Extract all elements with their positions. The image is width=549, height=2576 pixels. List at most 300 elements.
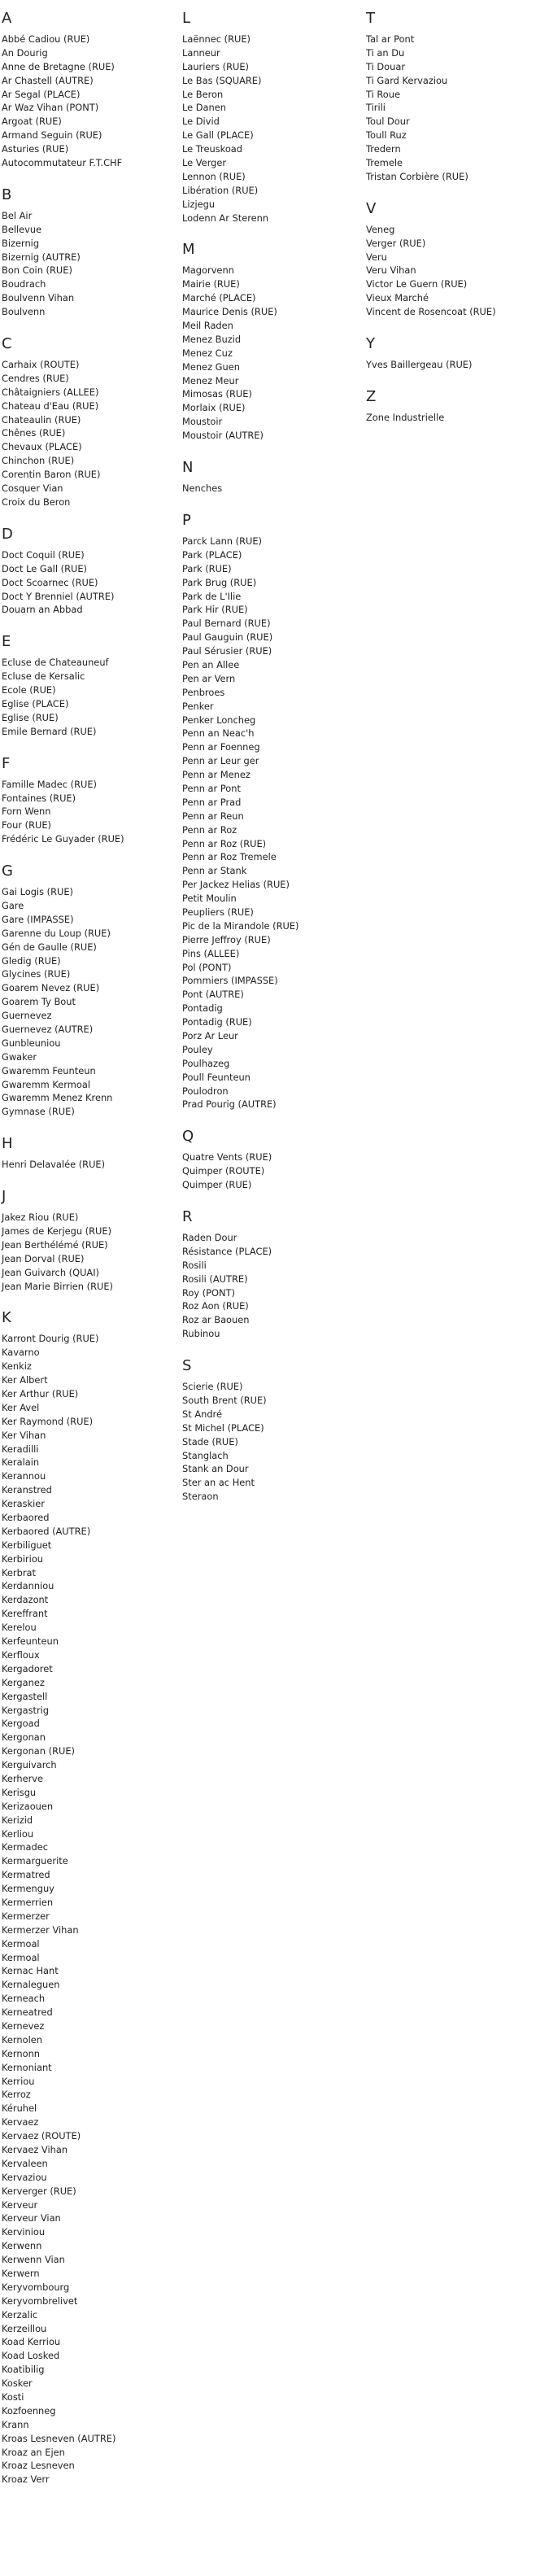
street-name: Penn ar Roz (182, 823, 237, 836)
street-name: Kroas Lesneven (AUTRE) (2, 2432, 116, 2444)
street-name: Kerwenn Vian (2, 2254, 65, 2266)
street-name: Kerbaored (2, 1512, 50, 1524)
street-name: Menez Buzid (182, 333, 242, 345)
street-name: Glycines (RUE) (2, 968, 71, 980)
street-name: Yves Baillergeau (RUE) (366, 359, 473, 371)
street-name: Kermerrien (2, 1896, 54, 1908)
street-name: Boulvenn (2, 306, 46, 318)
street-name: Goarem Nevez (RUE) (2, 982, 100, 994)
street-name: Pic de la Mirandole (RUE) (182, 919, 299, 932)
street-name: Kermerzer (2, 1910, 50, 1922)
street-name: James de Kerjegu (RUE) (2, 1225, 112, 1237)
street-name: Ti Roue (366, 88, 400, 100)
street-list (2, 1211, 176, 1293)
street-name: Menez Guen (182, 360, 240, 373)
street-name: Vincent de Rosencoat (RUE) (366, 306, 496, 318)
street-name: Pierre Jeffroy (RUE) (182, 933, 271, 945)
street-name: Gwaker (2, 1050, 37, 1063)
street-name: Menez Cuz (182, 347, 233, 359)
street-name: Tremele (366, 157, 403, 169)
street-name: Roy (PONT) (182, 1286, 235, 1299)
column-3 (366, 8, 541, 439)
street-name: Résistance (PLACE) (182, 1245, 272, 1257)
street-name: Chinchon (RUE) (2, 455, 75, 467)
street-name: Kermarguerite (2, 1855, 68, 1867)
street-name: Kergoad (2, 1718, 40, 1730)
street-name: Kervaez Vihan (2, 2144, 68, 2155)
letter-section-s (182, 1356, 357, 1504)
street-name: Penn an Neac'h (182, 727, 255, 740)
street-name: Kergonan (2, 1731, 46, 1744)
street-name: Forn Wenn (2, 806, 51, 818)
section-letter-heading: Z (366, 387, 377, 405)
street-name: Porz Ar Leur (182, 1030, 238, 1041)
section-letter-heading: E (2, 633, 11, 651)
street-name: Stanglach (182, 1449, 229, 1461)
street-name: Châtaigniers (ALLEE) (2, 386, 99, 398)
street-name: Park Brug (RUE) (182, 576, 257, 588)
letter-section-r (182, 1207, 357, 1341)
street-name: Penn ar Stank (182, 865, 247, 877)
street-name: Jean Guivarch (QUAI) (2, 1266, 99, 1278)
section-letter-heading: P (182, 511, 191, 529)
street-name: Kroaz an Ejen (2, 2446, 65, 2458)
street-name: Lizjegu (182, 198, 216, 210)
letter-section-h (2, 1133, 176, 1172)
street-name: Jean Dorval (RUE) (2, 1252, 85, 1264)
street-name: Koatibilig (2, 2364, 45, 2376)
street-name: Kerveur (2, 2198, 38, 2211)
street-name: Fontaines (RUE) (2, 792, 76, 804)
street-list (182, 1150, 357, 1192)
street-name: Asturies (RUE) (2, 143, 69, 155)
street-name: Gai Logis (RUE) (2, 886, 73, 898)
letter-section-d (2, 524, 176, 617)
street-list (2, 778, 176, 846)
street-list (366, 358, 541, 372)
street-name: Kerisgu (2, 1786, 37, 1798)
street-name: Moustoir (182, 416, 223, 428)
street-list (182, 264, 357, 443)
street-name: Magorvenn (182, 264, 234, 277)
street-name: Libération (RUE) (182, 184, 259, 196)
street-name: Park Hir (RUE) (182, 604, 248, 616)
street-name: Pommiers (IMPASSE) (182, 975, 278, 987)
street-name: Peupliers (RUE) (182, 906, 254, 918)
street-name: Keradilli (2, 1443, 39, 1455)
street-name: Ker Albert (2, 1374, 48, 1386)
street-name: Le Gall (PLACE) (182, 129, 254, 142)
street-name: Kereffrant (2, 1608, 48, 1620)
street-name: Kergastrig (2, 1704, 50, 1716)
street-list (2, 885, 176, 1119)
street-name: Ster an ac Hent (182, 1477, 255, 1489)
street-list (2, 548, 176, 617)
street-name: Keralain (2, 1456, 40, 1469)
street-name: An Dourig (2, 46, 48, 59)
street-name: Bizernig (AUTRE) (2, 251, 81, 263)
street-name: Kerverger (RUE) (2, 2185, 76, 2197)
street-name: Per Jackez Helias (RUE) (182, 879, 290, 891)
street-name: Ti Douar (366, 60, 406, 72)
street-name: Keranstred (2, 1484, 52, 1496)
street-name: Henri Delavalée (RUE) (2, 1159, 106, 1171)
street-name: Kernac Hant (2, 1965, 59, 1977)
street-name: Kerbiriou (2, 1552, 44, 1565)
street-name: Gare (2, 899, 24, 911)
street-list (2, 358, 176, 509)
street-name: Guernevez (AUTRE) (2, 1023, 94, 1035)
street-name: Penn ar Foenneg (182, 741, 260, 753)
street-name: Stank an Dour (182, 1463, 249, 1475)
letter-section-n (182, 457, 357, 496)
street-name: Kerroz (2, 2089, 31, 2101)
street-name: Krann (2, 2418, 29, 2430)
street-name: Cendres (RUE) (2, 372, 69, 384)
street-name: Bel Air (2, 209, 33, 221)
street-name: Kervaez (ROUTE) (2, 2130, 81, 2142)
street-name: Kergastell (2, 1690, 48, 1702)
street-name: Gwaremm Kermoal (2, 1078, 90, 1090)
letter-section-b (2, 185, 176, 319)
letter-section-y (366, 334, 541, 372)
street-name: Carhaix (ROUTE) (2, 359, 80, 371)
street-list (182, 535, 357, 1111)
street-name: Guernevez (2, 1010, 52, 1022)
street-name: Boudrach (2, 278, 46, 290)
street-name: Raden Dour (182, 1232, 237, 1244)
street-name: Gwaremm Menez Krenn (2, 1092, 113, 1104)
street-name: Nenches (182, 482, 223, 495)
street-name: Anne de Bretagne (RUE) (2, 60, 115, 72)
street-name: Chateau d'Eau (RUE) (2, 399, 99, 412)
street-name: Eglise (PLACE) (2, 697, 69, 709)
street-name: Lauriers (RUE) (182, 60, 249, 72)
street-name: Kerelou (2, 1622, 37, 1634)
street-name: Gledig (RUE) (2, 954, 61, 967)
street-name: Gwaremm Feunteun (2, 1064, 96, 1076)
street-name: Pontadig (RUE) (182, 1016, 252, 1028)
street-name: Douarn an Abbad (2, 604, 83, 616)
street-name: Kermoal (2, 1951, 40, 1963)
street-list (182, 482, 357, 496)
street-name: Ker Vihan (2, 1429, 46, 1441)
street-name: Ecole (RUE) (2, 684, 56, 696)
street-name: Park (PLACE) (182, 548, 242, 561)
street-name: Kerdazont (2, 1594, 49, 1606)
street-name: Ar Segal (PLACE) (2, 88, 81, 100)
street-name: Rubinou (182, 1328, 220, 1340)
street-name: Kerliou (2, 1827, 34, 1840)
street-name: Quimper (ROUTE) (182, 1165, 265, 1177)
section-letter-heading: R (182, 1208, 193, 1226)
street-name: Ker Avel (2, 1401, 40, 1413)
street-name: Kerriou (2, 2075, 35, 2087)
street-name: South Brent (RUE) (182, 1395, 267, 1407)
section-letter-heading: S (182, 1357, 192, 1375)
street-name: Jean Berthélémé (RUE) (2, 1238, 108, 1251)
street-name: Kervaziou (2, 2171, 47, 2183)
street-name: Veru Vihan (366, 264, 416, 277)
street-name: Poulodron (182, 1085, 229, 1097)
street-name: Kerveur Vian (2, 2212, 61, 2225)
street-name: Lennon (RUE) (182, 170, 246, 182)
letter-section-e (2, 631, 176, 738)
street-name: Doct Scoarnec (RUE) (2, 576, 98, 588)
street-name: Pen ar Vern (182, 672, 236, 684)
letter-section-q (182, 1126, 357, 1192)
street-name: Famille Madec (RUE) (2, 778, 97, 790)
street-name: Ti Gard Kervaziou (366, 74, 448, 86)
section-letter-heading: G (2, 862, 13, 880)
street-name: Kernaleguen (2, 1979, 60, 1991)
street-list (366, 33, 541, 184)
street-name: Kerfeunteun (2, 1635, 59, 1648)
street-name: Kerwenn (2, 2240, 42, 2252)
street-name: Kosti (2, 2391, 24, 2404)
section-letter-heading: L (182, 10, 191, 27)
street-name: Koad Losked (2, 2350, 60, 2362)
street-name: Kerzalic (2, 2308, 38, 2321)
street-name: Kavarno (2, 1347, 40, 1359)
street-list (2, 1332, 176, 2486)
letter-section-v (366, 199, 541, 319)
street-name: Quimper (RUE) (182, 1179, 252, 1191)
street-name: Kozfoenneg (2, 2404, 56, 2417)
street-name: Pol (PONT) (182, 961, 232, 973)
street-name: Kermatred (2, 1869, 50, 1881)
street-name: Cosquer Vian (2, 482, 63, 495)
street-name: Ti an Du (366, 46, 405, 59)
street-name: Chevaux (PLACE) (2, 441, 82, 453)
street-name: Kerizid (2, 1814, 33, 1826)
street-name: Kermadec (2, 1841, 48, 1853)
street-name: Petit Moulin (182, 893, 237, 905)
street-name: Kerguivarch (2, 1759, 57, 1771)
street-name: Victor Le Guern (RUE) (366, 278, 468, 290)
street-name: Penn ar Roz Tremele (182, 851, 277, 863)
street-name: Le Verger (182, 157, 227, 169)
street-name: Gare (IMPASSE) (2, 913, 74, 925)
letter-section-k (2, 1308, 176, 2486)
street-name: Pontadig (182, 1002, 223, 1015)
street-name: Kerbaored (AUTRE) (2, 1525, 91, 1537)
street-name: Mairie (RUE) (182, 278, 240, 290)
street-name: Park (RUE) (182, 562, 232, 574)
section-letter-heading: T (366, 10, 375, 27)
street-name: Ecluse de Kersalic (2, 670, 85, 683)
street-name: Croix du Beron (2, 496, 71, 508)
street-name: Poulhazeg (182, 1057, 230, 1069)
street-name: Veneg (366, 223, 395, 235)
street-name: Goarem Ty Bout (2, 996, 76, 1008)
street-name: Armand Seguin (RUE) (2, 129, 102, 142)
street-list (366, 411, 541, 425)
street-name: Kerbiliguet (2, 1539, 52, 1551)
street-name: Emile Bernard (RUE) (2, 725, 97, 737)
street-name: Pins (ALLEE) (182, 947, 240, 959)
street-name: Penn ar Prad (182, 796, 242, 808)
street-name: Kernolen (2, 2033, 42, 2046)
street-name: Penn ar Leur ger (182, 755, 259, 767)
street-name: Ar Waz Vihan (PONT) (2, 102, 99, 114)
street-name: Park de L'Ilie (182, 590, 242, 602)
street-name: Abbé Cadiou (RUE) (2, 33, 90, 45)
street-name: Kerfloux (2, 1648, 40, 1661)
street-name: Vieux Marché (366, 292, 429, 304)
street-name: Kerganez (2, 1676, 45, 1688)
street-name: Jakez Riou (RUE) (2, 1212, 79, 1224)
street-name: Penn ar Roz (RUE) (182, 837, 267, 849)
letter-section-p (182, 510, 357, 1111)
street-name: Tirili (366, 102, 386, 114)
street-name: Doct Le Gall (RUE) (2, 562, 87, 574)
section-letter-heading: J (2, 1188, 7, 1206)
street-name: Paul Sérusier (RUE) (182, 645, 272, 657)
section-letter-heading: N (182, 459, 194, 477)
street-name: Parck Lann (RUE) (182, 535, 262, 547)
street-name: Penn ar Menez (182, 769, 251, 781)
street-name: Kernevez (2, 2019, 45, 2032)
street-name: Kermenguy (2, 1883, 54, 1895)
street-name: Paul Bernard (RUE) (182, 618, 271, 630)
street-name: Tal ar Pont (366, 33, 415, 45)
street-name: Bellevue (2, 223, 42, 235)
street-name: Gymnase (RUE) (2, 1106, 75, 1118)
street-name: Lanneur (182, 46, 220, 59)
street-name: Ar Chastell (AUTRE) (2, 74, 94, 86)
letter-section-j (2, 1186, 176, 1293)
street-name: Le Divid (182, 116, 220, 128)
street-name: Kerherve (2, 1772, 44, 1784)
letter-section-a (2, 8, 176, 170)
section-letter-heading: D (2, 525, 13, 543)
street-name: Laënnec (RUE) (182, 33, 251, 45)
letter-section-z (366, 386, 541, 425)
street-name: Kervaleen (2, 2157, 48, 2169)
street-name: Kerbrat (2, 1566, 36, 1578)
street-name: Jean Marie Birrien (RUE) (2, 1280, 113, 1292)
street-name: Kermoal (2, 1937, 40, 1949)
street-name: Kéruhel (2, 2102, 37, 2115)
street-name: Frédéric Le Guyader (RUE) (2, 833, 124, 845)
street-name: Toull Ruz (366, 129, 407, 142)
street-name: Kerannou (2, 1470, 46, 1482)
street-list (2, 209, 176, 319)
street-name: Four (RUE) (2, 819, 51, 832)
street-name: Koad Kerriou (2, 2336, 61, 2348)
street-name: Menez Meur (182, 374, 239, 386)
column-1 (2, 8, 176, 2501)
street-name: Pen an Allee (182, 658, 240, 670)
street-name: Kroaz Lesneven (2, 2460, 75, 2472)
street-name: Rosili (AUTRE) (182, 1273, 248, 1285)
street-name: Ecluse de Chateauneuf (2, 657, 109, 669)
street-name: Corentin Baron (RUE) (2, 469, 101, 481)
street-name: Argoat (RUE) (2, 116, 62, 128)
street-name: Tristan Corbière (RUE) (366, 170, 468, 182)
street-name: Rosili (182, 1259, 207, 1271)
street-name: Penker (182, 700, 214, 712)
street-name: Doct Y Brenniel (AUTRE) (2, 590, 115, 602)
street-name: Keryvombrelivet (2, 2294, 78, 2307)
street-name: Quatre Vents (RUE) (182, 1151, 272, 1164)
street-name: Chateaulin (RUE) (2, 413, 81, 426)
street-name: Keryvombourg (2, 2281, 70, 2293)
street-name: Eglise (RUE) (2, 711, 59, 723)
street-name: Scierie (RUE) (182, 1381, 243, 1393)
street-name: Kerneach (2, 1993, 46, 2005)
street-name: Le Treuskoad (182, 143, 243, 155)
street-name: Penker Loncheg (182, 714, 256, 726)
street-name: Zone Industrielle (366, 411, 445, 423)
letter-section-c (2, 334, 176, 509)
section-letter-heading: B (2, 186, 12, 203)
street-list (182, 1231, 357, 1341)
section-letter-heading: Q (182, 1128, 194, 1146)
street-name: St André (182, 1408, 222, 1420)
street-name: Penn ar Pont (182, 782, 241, 794)
street-name: Morlaix (RUE) (182, 402, 246, 414)
street-name: Mimosas (RUE) (182, 388, 252, 400)
street-name: Lodenn Ar Sterenn (182, 212, 269, 224)
street-name: Marché (PLACE) (182, 292, 256, 304)
street-name: Kroaz Verr (2, 2473, 50, 2486)
street-name: Le Danen (182, 102, 226, 114)
street-name: Le Beron (182, 88, 224, 100)
street-name: Kernoniant (2, 2061, 52, 2073)
street-name: Bon Coin (RUE) (2, 264, 72, 277)
street-name: Kerzeillou (2, 2322, 47, 2334)
street-name: Roz ar Baouen (182, 1314, 250, 1326)
letter-section-f (2, 753, 176, 846)
section-letter-heading: V (366, 199, 377, 217)
street-name: Tredern (366, 143, 401, 155)
section-letter-heading: F (2, 754, 11, 772)
street-name: Kermerzer Vihan (2, 1923, 79, 1936)
street-name: Veru (366, 251, 387, 263)
street-name: Gén de Gaulle (RUE) (2, 941, 97, 953)
section-letter-heading: M (182, 241, 195, 259)
street-name: Kosker (2, 2377, 33, 2390)
street-name: St Michel (PLACE) (182, 1421, 264, 1434)
street-name: Stade (RUE) (182, 1435, 238, 1447)
section-letter-heading: K (2, 1309, 11, 1327)
section-letter-heading: H (2, 1135, 13, 1153)
street-name: Kergadoret (2, 1662, 53, 1674)
street-name: Poull Feunteun (182, 1071, 251, 1083)
column-2 (182, 8, 357, 1518)
street-list (2, 656, 176, 738)
letter-section-l (182, 8, 357, 225)
street-name: Boulvenn Vihan (2, 292, 75, 304)
street-name: Pouley (182, 1043, 213, 1055)
street-name: Doct Coquil (RUE) (2, 548, 85, 561)
street-list (2, 1158, 176, 1172)
street-name: Kerviniou (2, 2226, 46, 2238)
street-name: Kerdanniou (2, 1580, 54, 1592)
street-list (2, 33, 176, 170)
street-name: Pont (AUTRE) (182, 989, 244, 1001)
street-name: Meil Raden (182, 320, 233, 332)
section-letter-heading: Y (366, 335, 375, 353)
street-name: Maurice Denis (RUE) (182, 306, 277, 318)
section-letter-heading: C (2, 335, 12, 353)
street-list (182, 33, 357, 225)
street-name: Toul Dour (366, 116, 410, 128)
street-name: Kernonn (2, 2047, 41, 2059)
section-letter-heading: A (2, 10, 12, 27)
